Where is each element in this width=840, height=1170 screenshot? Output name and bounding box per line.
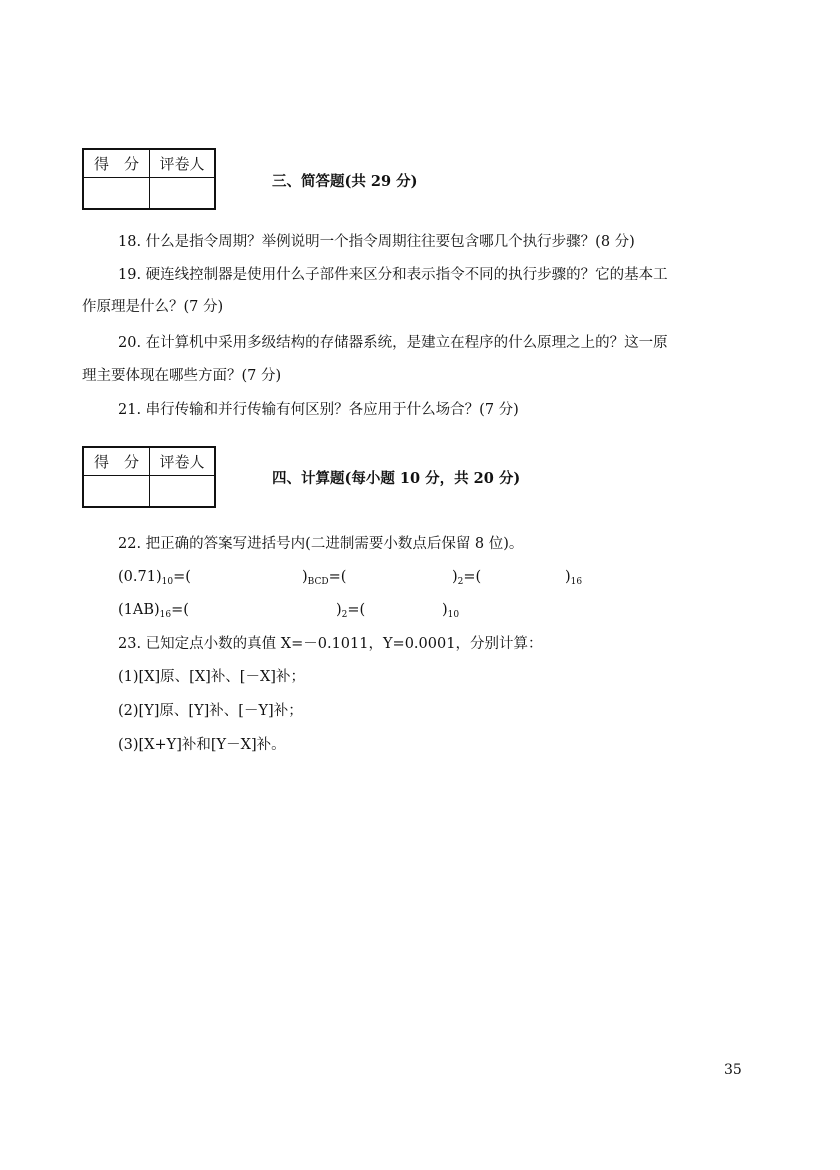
question-23-item: (3)[X+Y]补和[Y－X]补。 — [118, 737, 286, 753]
question-19: 19. 硬连线控制器是使用什么子部件来区分和表示指令不同的执行步骤的？它的基本工 — [118, 267, 668, 283]
answer-blank-binary[interactable]: )$_2=$( — [452, 569, 482, 587]
question-23-item: (2)[Y]原、[Y]补、[－Y]补； — [118, 703, 303, 719]
answer-blank-binary[interactable]: )$_2=$( — [336, 602, 366, 620]
score-label: 得 分 — [84, 150, 150, 178]
question-18: 18. 什么是指令周期？举例说明一个指令周期往往要包含哪几个执行步骤？(8 分) — [118, 234, 635, 250]
conversion-line-1: $(0.71)_{10}=$( — [118, 569, 191, 587]
question-23-item: (1)[X]原、[X]补、[－X]补； — [118, 669, 305, 685]
page-number: 35 — [724, 1062, 742, 1078]
answer-blank-decimal[interactable]: )$_{10}$ — [442, 602, 460, 620]
section-title: 四、计算题(每小题 10 分，共 20 分) — [272, 470, 521, 487]
question-21: 21. 串行传输和并行传输有何区别？各应用于什么场合？(7 分) — [118, 402, 519, 418]
grader-entry-cell[interactable] — [150, 178, 214, 208]
score-entry-cell[interactable] — [84, 476, 150, 506]
question-19-continued: 作原理是什么？(7 分) — [82, 299, 224, 315]
grader-entry-cell[interactable] — [150, 476, 214, 506]
question-20-continued: 理主要体现在哪些方面？(7 分) — [82, 368, 282, 384]
question-23: 23. 已知定点小数的真值 X=－0.1011，Y=0.0001，分别计算： — [118, 636, 543, 652]
section-title: 三、简答题(共 29 分) — [272, 173, 418, 190]
score-box — [82, 148, 216, 210]
grader-label: 评卷人 — [150, 150, 214, 178]
answer-blank-hex[interactable]: )$_{16}$ — [565, 569, 583, 587]
score-box — [82, 446, 216, 508]
score-label: 得 分 — [84, 448, 150, 476]
question-20: 20. 在计算机中采用多级结构的存储器系统，是建立在程序的什么原理之上的？这一原 — [118, 335, 668, 351]
grader-label: 评卷人 — [150, 448, 214, 476]
conversion-line-2: $(1AB)_{16}=$( — [118, 602, 189, 620]
question-22: 22. 把正确的答案写进括号内(二进制需要小数点后保留 8 位)。 — [118, 536, 524, 552]
score-entry-cell[interactable] — [84, 178, 150, 208]
answer-blank-bcd[interactable]: )$_{BCD}=$( — [302, 569, 347, 587]
